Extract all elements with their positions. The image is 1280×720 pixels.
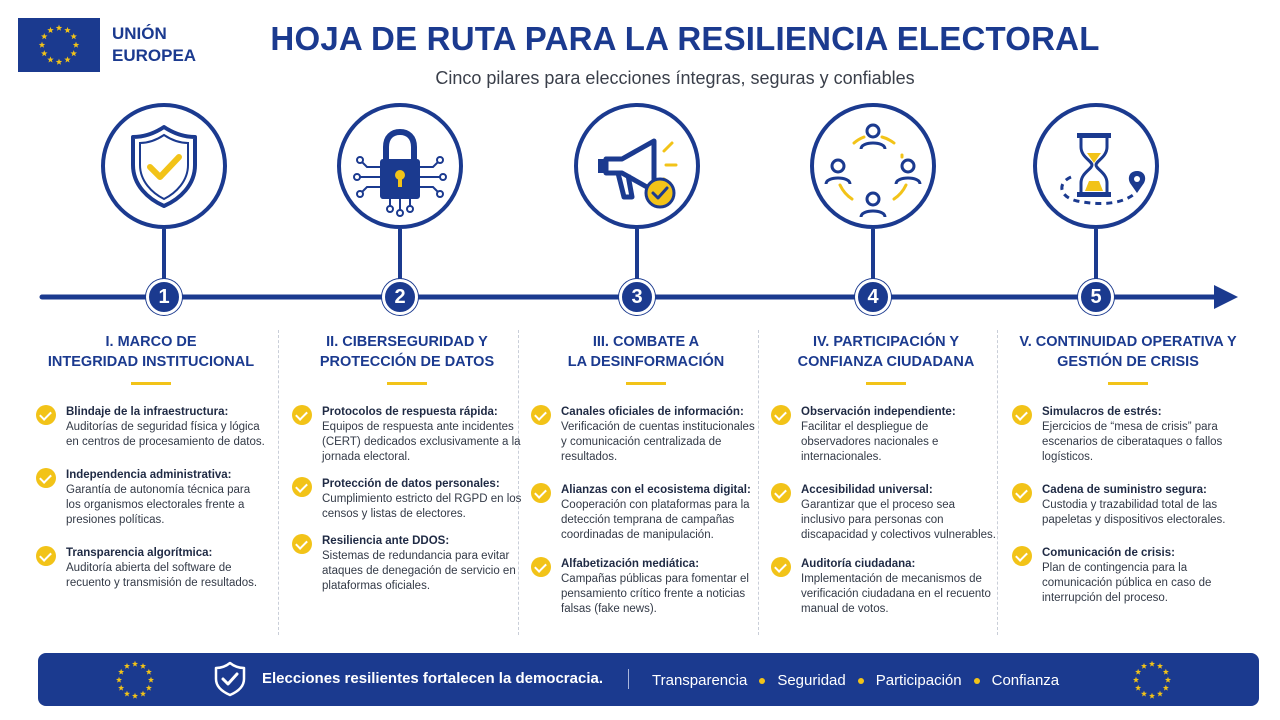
star-icon [1135,669,1141,675]
list-item: Protección de datos personales: Cumplimiento estricto del RGPD en los censos y listas de electores. [292,477,522,522]
pillar-4-number-badge: 4 [855,279,891,315]
star-icon [1157,691,1163,697]
list-item: Simulacros de estrés: Ejercicios de “mesa de crisis” para escenarios de ciberataques o fallos logísticos. [1012,405,1244,465]
star-icon [118,669,124,675]
page-title: HOJA DE RUTA PARA LA RESILIENCIA ELECTORAL [270,20,1100,57]
pillar-4-icon-circle [810,103,936,229]
padlock-circuit-icon [341,107,459,225]
check-icon [292,534,312,554]
check-icon [1012,546,1032,566]
check-icon [36,468,56,488]
value-confianza: Confianza [991,672,1060,689]
star-icon [124,691,130,697]
star-icon [1163,685,1169,691]
pillar-2-number-badge: 2 [382,279,418,315]
check-icon [531,557,551,577]
shield-check-icon [105,107,223,225]
pillar-5-icon-circle [1033,103,1159,229]
star-icon [146,685,152,691]
pillar-1-number-badge: 1 [146,279,182,315]
footer-message: Elecciones resilientes fortalecen la democracia. [262,670,604,687]
pillar-3-icon-circle [574,103,700,229]
column-divider [278,330,279,635]
star-icon [1163,669,1169,675]
list-item: Comunicación de crisis: Plan de contingencia para la comunicación pública en caso de interrupción del proceso. [1012,546,1244,606]
pillar-1-column [36,330,266,591]
footer-values [652,672,1059,689]
star-icon [118,685,124,691]
star-icon [116,677,122,683]
title-underline [1108,382,1148,385]
list-item: Canales oficiales de información: Verificación de cuentas institucionales y comunicación centralizada de resultados. [531,405,761,465]
check-icon [771,405,791,425]
star-icon [1133,677,1139,683]
list-item: Cadena de suministro segura: Custodia y trazabilidad total de las papeletas y dispositivos electorales. [1012,483,1244,528]
shield-check-icon [214,661,246,697]
list-item: Independencia administrativa: Garantía de autonomía técnica para los organismos electorales frente a presiones políticas. [36,468,266,528]
pillar-4-column [771,330,1001,617]
pillar-5-column [1012,330,1244,606]
check-icon [36,405,56,425]
value-seguridad: Seguridad [777,672,846,689]
value-participacion: Participación [875,672,962,689]
pillar-3-number-badge: 3 [619,279,655,315]
check-icon [1012,483,1032,503]
star-icon [140,691,146,697]
star-icon [1135,685,1141,691]
star-icon [140,663,146,669]
page-subtitle: Cinco pilares para elecciones íntegras, seguras y confiables [435,68,915,88]
check-icon [531,483,551,503]
pillar-5-number-badge: 5 [1078,279,1114,315]
check-icon [292,477,312,497]
brand-line-1: UNIÓN [112,24,167,43]
megaphone-check-icon [578,107,696,225]
value-transparencia: Transparencia [652,672,748,689]
pillar-2-title: II. CIBERSEGURIDAD Y PROTECCIÓN DE DATOS [319,334,495,370]
bullet-dot [759,678,765,684]
star-icon [132,693,138,699]
star-icon [56,59,62,65]
pillar-2-column [292,330,522,594]
title-underline [866,382,906,385]
list-item: Transparencia algorítmica: Auditoría abierta del software de recuento y transmisión de resultados. [36,546,266,591]
pillar-3-title: III. COMBATE A LA DESINFORMACIÓN [567,334,725,370]
brand-line-2: EUROPEA [112,46,197,65]
list-item: Alfabetización mediática: Campañas públicas para fomentar el pensamiento crítico frente a noticias falsas (fake news). [531,557,761,617]
check-icon [531,405,551,425]
list-item: Resiliencia ante DDOS: Sistemas de redundancia para evitar ataques de denegación de servicio en plataformas oficiales. [292,534,522,594]
bullet-dot [858,678,864,684]
star-icon [124,663,130,669]
eu-stars-icon [114,659,156,701]
star-icon [132,661,138,667]
footer-banner [38,653,1259,706]
pillar-3-column [531,330,761,617]
bullet-dot [974,678,980,684]
title-underline [387,382,427,385]
check-icon [771,483,791,503]
check-icon [771,557,791,577]
star-icon [1141,691,1147,697]
check-icon [292,405,312,425]
footer-separator [628,669,629,689]
pillar-5-title: V. CONTINUIDAD OPERATIVA Y GESTIÓN DE CRISIS [1019,334,1237,370]
people-circle-icon [814,107,932,225]
check-icon [1012,405,1032,425]
list-item: Blindaje de la infraestructura: Auditorías de seguridad física y lógica en centros de procesamiento de datos. [36,405,266,450]
list-item: Observación independiente: Facilitar el despliegue de observadores nacionales e internacionales. [771,405,1001,465]
list-item: Accesibilidad universal: Garantizar que el proceso sea inclusivo para personas con discapacidad y colectivos vulnerables. [771,483,1001,543]
pillar-2-icon-circle [337,103,463,229]
pillar-1-title: I. MARCO DE INTEGRIDAD INSTITUCIONAL [47,334,255,370]
star-icon [1157,663,1163,669]
eu-stars-icon [1131,659,1173,701]
title-underline [626,382,666,385]
star-icon [1165,677,1171,683]
hourglass-route-icon [1037,107,1155,225]
pillar-1-icon-circle [101,103,227,229]
star-icon [1149,693,1155,699]
title-underline [131,382,171,385]
check-icon [36,546,56,566]
list-item: Alianzas con el ecosistema digital: Cooperación con plataformas para la detección temprana de campañas coordinadas de manipulación. [531,483,761,543]
list-item: Auditoría ciudadana: Implementación de mecanismos de verificación ciudadana en el recuento manual de votos. [771,557,1001,617]
star-icon [1141,663,1147,669]
pillar-4-title: IV. PARTICIPACIÓN Y CONFIANZA CIUDADANA [797,334,975,370]
list-item: Protocolos de respuesta rápida: Equipos de respuesta ante incidentes (CERT) dedicados exclusivamente a la jornada electoral. [292,405,522,465]
star-icon [1149,661,1155,667]
star-icon [146,669,152,675]
star-icon [148,677,154,683]
